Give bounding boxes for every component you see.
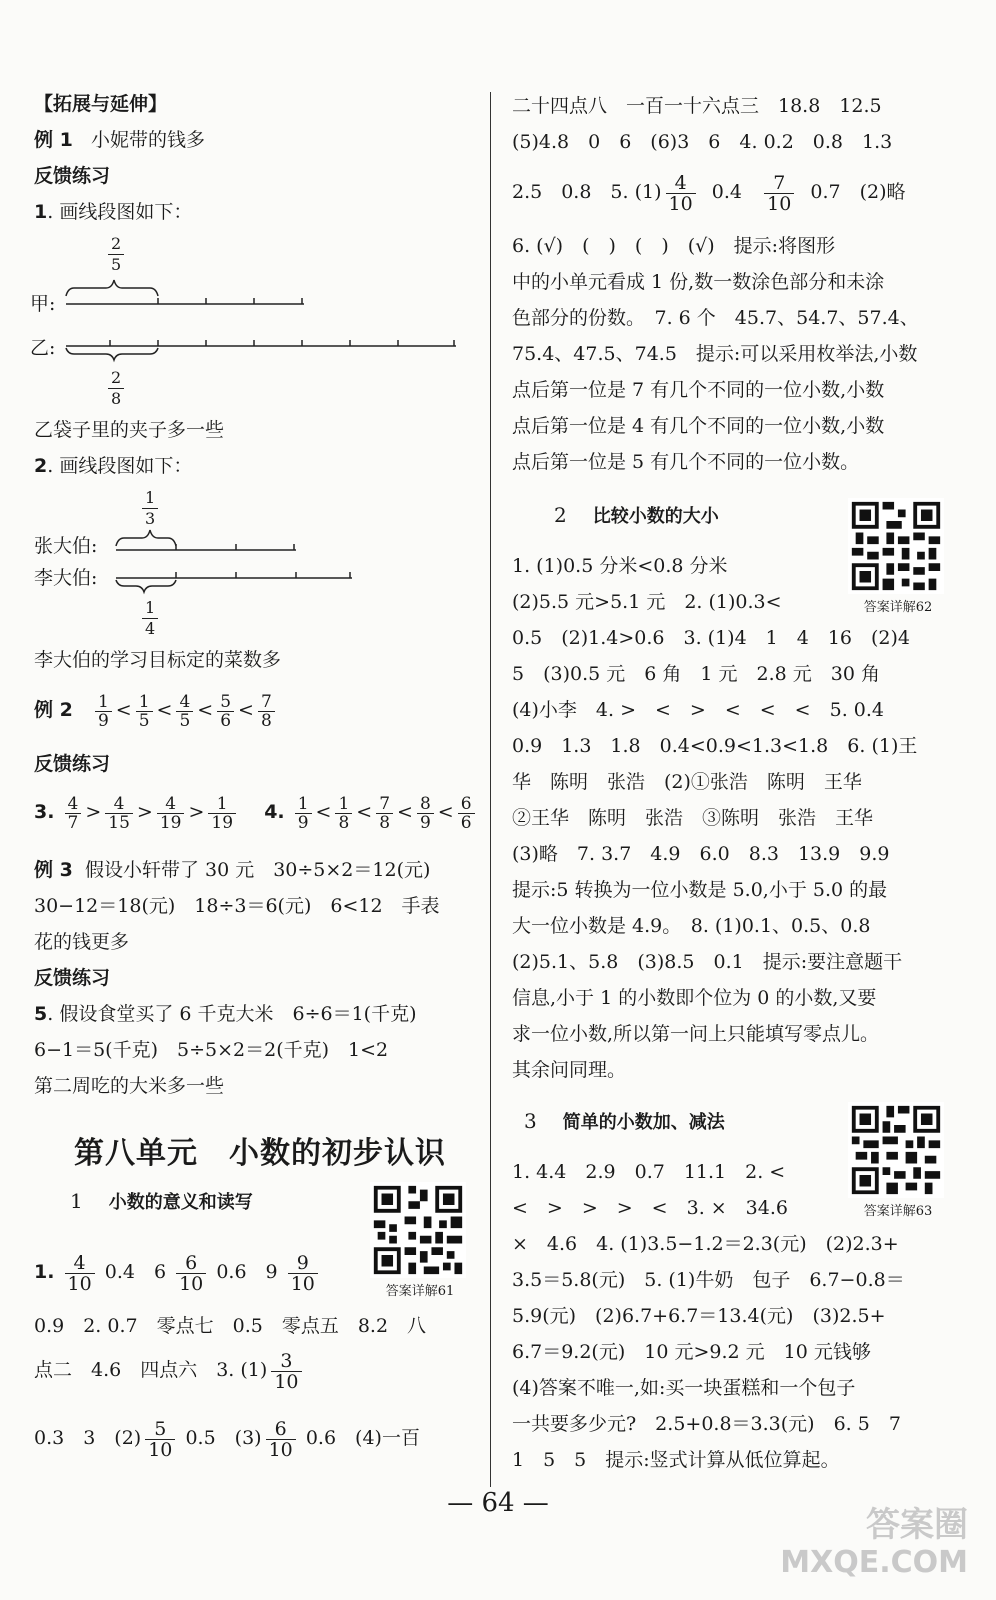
qr-code-63[interactable]: 答案详解63 <box>848 1102 948 1219</box>
label-li: 李大伯: <box>34 567 98 589</box>
segment-diagram-1 <box>30 234 474 414</box>
s2-line: 0.9 1.3 1.8 0.4<0.9<1.3<1.8 6. (1)王 <box>512 735 918 757</box>
s3-line: (4)答案不唯一,如:买一块蛋糕和一个包子 <box>512 1377 856 1399</box>
section-1-title: 1 小数的意义和读写 <box>70 1189 253 1213</box>
s1-line3: 点二 4.6 四点六 3. (1) $\frac{3}{10}$ <box>34 1344 306 1396</box>
r-line4: 6. (√) ( ) ( ) (√) 提示:将图形 <box>512 235 836 257</box>
r-line9: 点后第一位是 4 有几个不同的一位小数,小数 <box>512 415 885 437</box>
segment-diagram-2 <box>34 488 474 658</box>
s2-line: (2)5.5 元>5.1 元 2. (1)0.3< <box>512 591 782 613</box>
fraction-top: $\frac{1}{3}$ <box>142 488 158 529</box>
s3-line: 1. 4.4 2.9 0.7 11.1 2. < <box>512 1161 786 1183</box>
s3-line: 1 5 5 提示:竖式计算从低位算起。 <box>512 1449 840 1471</box>
feedback-heading: 反馈练习 <box>34 165 111 187</box>
example-3-line2: 30−12＝18(元) 18÷3＝6(元) 6<12 手表 <box>34 895 440 917</box>
fraction-bottom: $\frac{2}{8}$ <box>108 368 124 409</box>
s2-line: ②王华 陈明 张浩 ③陈明 张浩 王华 <box>512 807 874 829</box>
example-1: 例 1 小妮带的钱多 <box>34 129 205 151</box>
s3-line: 6.7＝9.2(元) 10 元>9.2 元 10 元钱够 <box>512 1341 871 1363</box>
extension-heading: 【拓展与延伸】 <box>34 93 168 115</box>
r-line2: (5)4.8 0 6 (6)3 6 4. 0.2 0.8 1.3 <box>512 131 893 153</box>
page-number: — 64 — <box>447 1488 549 1518</box>
answer-1: 乙袋子里的夹子多一些 <box>34 419 225 441</box>
label-yi: 乙: <box>30 337 56 359</box>
s3-line: 5.9(元) (2)6.7+6.7＝13.4(元) (3)2.5+ <box>512 1305 886 1327</box>
s3-line: < > > > < 3. × 34.6 <box>512 1197 788 1219</box>
r-line5: 中的小单元看成 1 份,数一数涂色部分和未涂 <box>512 271 885 293</box>
segment-lines <box>34 488 474 658</box>
question-5-line1: 5. 假设食堂买了 6 千克大米 6÷6＝1(千克) <box>34 1003 417 1025</box>
qr-code-icon <box>848 1102 944 1198</box>
s3-line: 3.5＝5.8(元) 5. (1)牛奶 包子 6.7−0.8＝ <box>512 1269 905 1291</box>
s2-line: (4)小李 4. > < > < < < 5. 0.4 <box>512 699 884 721</box>
example-3-line3: 花的钱更多 <box>34 931 130 953</box>
answer-2: 李大伯的学习目标定的菜数多 <box>34 649 282 671</box>
label-zhang: 张大伯: <box>34 535 98 557</box>
qr-code-62[interactable]: 答案详解62 <box>848 498 948 615</box>
s2-line: 其余问同理。 <box>512 1059 627 1081</box>
question-5-line3: 第二周吃的大米多一些 <box>34 1075 225 1097</box>
feedback-heading: 反馈练习 <box>34 753 111 775</box>
example-2: 例 2 $\frac{1}{9}$ < $\frac{1}{5}$ < $\frac{4}{5}$ < $\frac{5}{6}$ < $\frac{7}{8}$ <box>34 686 279 734</box>
s1-line1: 1. $\frac{4}{10}$ 0.4 6 $\frac{6}{10}$ 0.6 9 $\frac{9}{10}$ <box>34 1246 322 1298</box>
question-1: 1. 画线段图如下： <box>34 201 193 223</box>
s2-line: 提示:5 转换为一位小数是 5.0,小于 5.0 的最 <box>512 879 888 901</box>
fraction-bottom: $\frac{1}{4}$ <box>142 598 158 639</box>
s3-line: × 4.6 4. (1)3.5−1.2＝2.3(元) (2)2.3+ <box>512 1233 899 1255</box>
r-line7: 75.4、47.5、74.5 提示:可以采用枚举法,小数 <box>512 343 918 365</box>
r-line1: 二十四点八 一百一十六点三 18.8 12.5 <box>512 95 882 117</box>
section-2-title: 2 比较小数的大小 <box>554 503 719 527</box>
s2-line: (3)略 7. 3.7 4.9 6.0 8.3 13.9 9.9 <box>512 843 890 865</box>
r-line8: 点后第一位是 7 有几个不同的一位小数,小数 <box>512 379 885 401</box>
s2-line: 求一位小数,所以第一问上只能填写零点儿。 <box>512 1023 880 1045</box>
qr-code-icon <box>848 498 944 594</box>
column-divider <box>490 92 491 1487</box>
s1-line2: 0.9 2. 0.7 零点七 0.5 零点五 8.2 八 <box>34 1315 427 1337</box>
question-5-line2: 6−1＝5(千克) 5÷5×2＝2(千克) 1<2 <box>34 1039 389 1061</box>
qr-code-61[interactable]: 答案详解61 <box>370 1182 470 1299</box>
s2-line: 信息,小于 1 的小数即个位为 0 的小数,又要 <box>512 987 877 1009</box>
feedback-heading: 反馈练习 <box>34 967 111 989</box>
unit-title: 第八单元 小数的初步认识 <box>74 1136 446 1171</box>
example-3-line1: 例 3 假设小轩带了 30 元 30÷5×2＝12(元) <box>34 859 431 881</box>
watermark-logo: 答案圈 MXQE.COM <box>780 1505 968 1580</box>
r-line6: 色部分的份数。 7. 6 个 45.7、54.7、57.4、 <box>512 307 919 329</box>
s2-line: (2)5.1、5.8 (3)8.5 0.1 提示:要注意题干 <box>512 951 903 973</box>
qr-code-icon <box>370 1182 466 1278</box>
s2-line: 0.5 (2)1.4>0.6 3. (1)4 1 4 16 (2)4 <box>512 627 911 649</box>
s2-line: 5 (3)0.5 元 6 角 1 元 2.8 元 30 角 <box>512 663 880 685</box>
s1-line4: 0.3 3 (2) $\frac{5}{10}$ 0.5 (3) $\frac{6}{10}$ 0.6 (4)一百 <box>34 1417 420 1461</box>
s2-line: 华 陈明 张浩 (2)①张浩 陈明 王华 <box>512 771 862 793</box>
segment-lines <box>34 234 474 414</box>
s3-line: 一共要多少元? 2.5+0.8＝3.3(元) 6. 5 7 <box>512 1413 901 1435</box>
r-line3: 2.5 0.8 5. (1) $\frac{4}{10}$ 0.4 $\frac{7}{10}$ 0.7 (2)略 <box>512 171 906 215</box>
section-3-title: 3 简单的小数加、减法 <box>524 1109 725 1133</box>
s2-line: 大一位小数是 4.9。 8. (1)0.1、0.5、0.8 <box>512 915 871 937</box>
question-3-4: 3. $\frac{4}{7}$ > $\frac{4}{15}$ > $\frac{4}{19}$ > $\frac{1}{19}$ 4. $\frac{1}{9}$ < $\frac{1}{8}$ < $\frac{7}{8}$ < $\frac{8}{9}$ < $\frac{6}{6}$ <box>34 788 479 836</box>
label-jia: 甲: <box>30 293 56 315</box>
question-2: 2. 画线段图如下： <box>34 455 193 477</box>
fraction-top: $\frac{2}{5}$ <box>108 234 124 275</box>
s2-line: 1. (1)0.5 分米<0.8 分米 <box>512 555 728 577</box>
r-line10: 点后第一位是 5 有几个不同的一位小数。 <box>512 451 860 473</box>
